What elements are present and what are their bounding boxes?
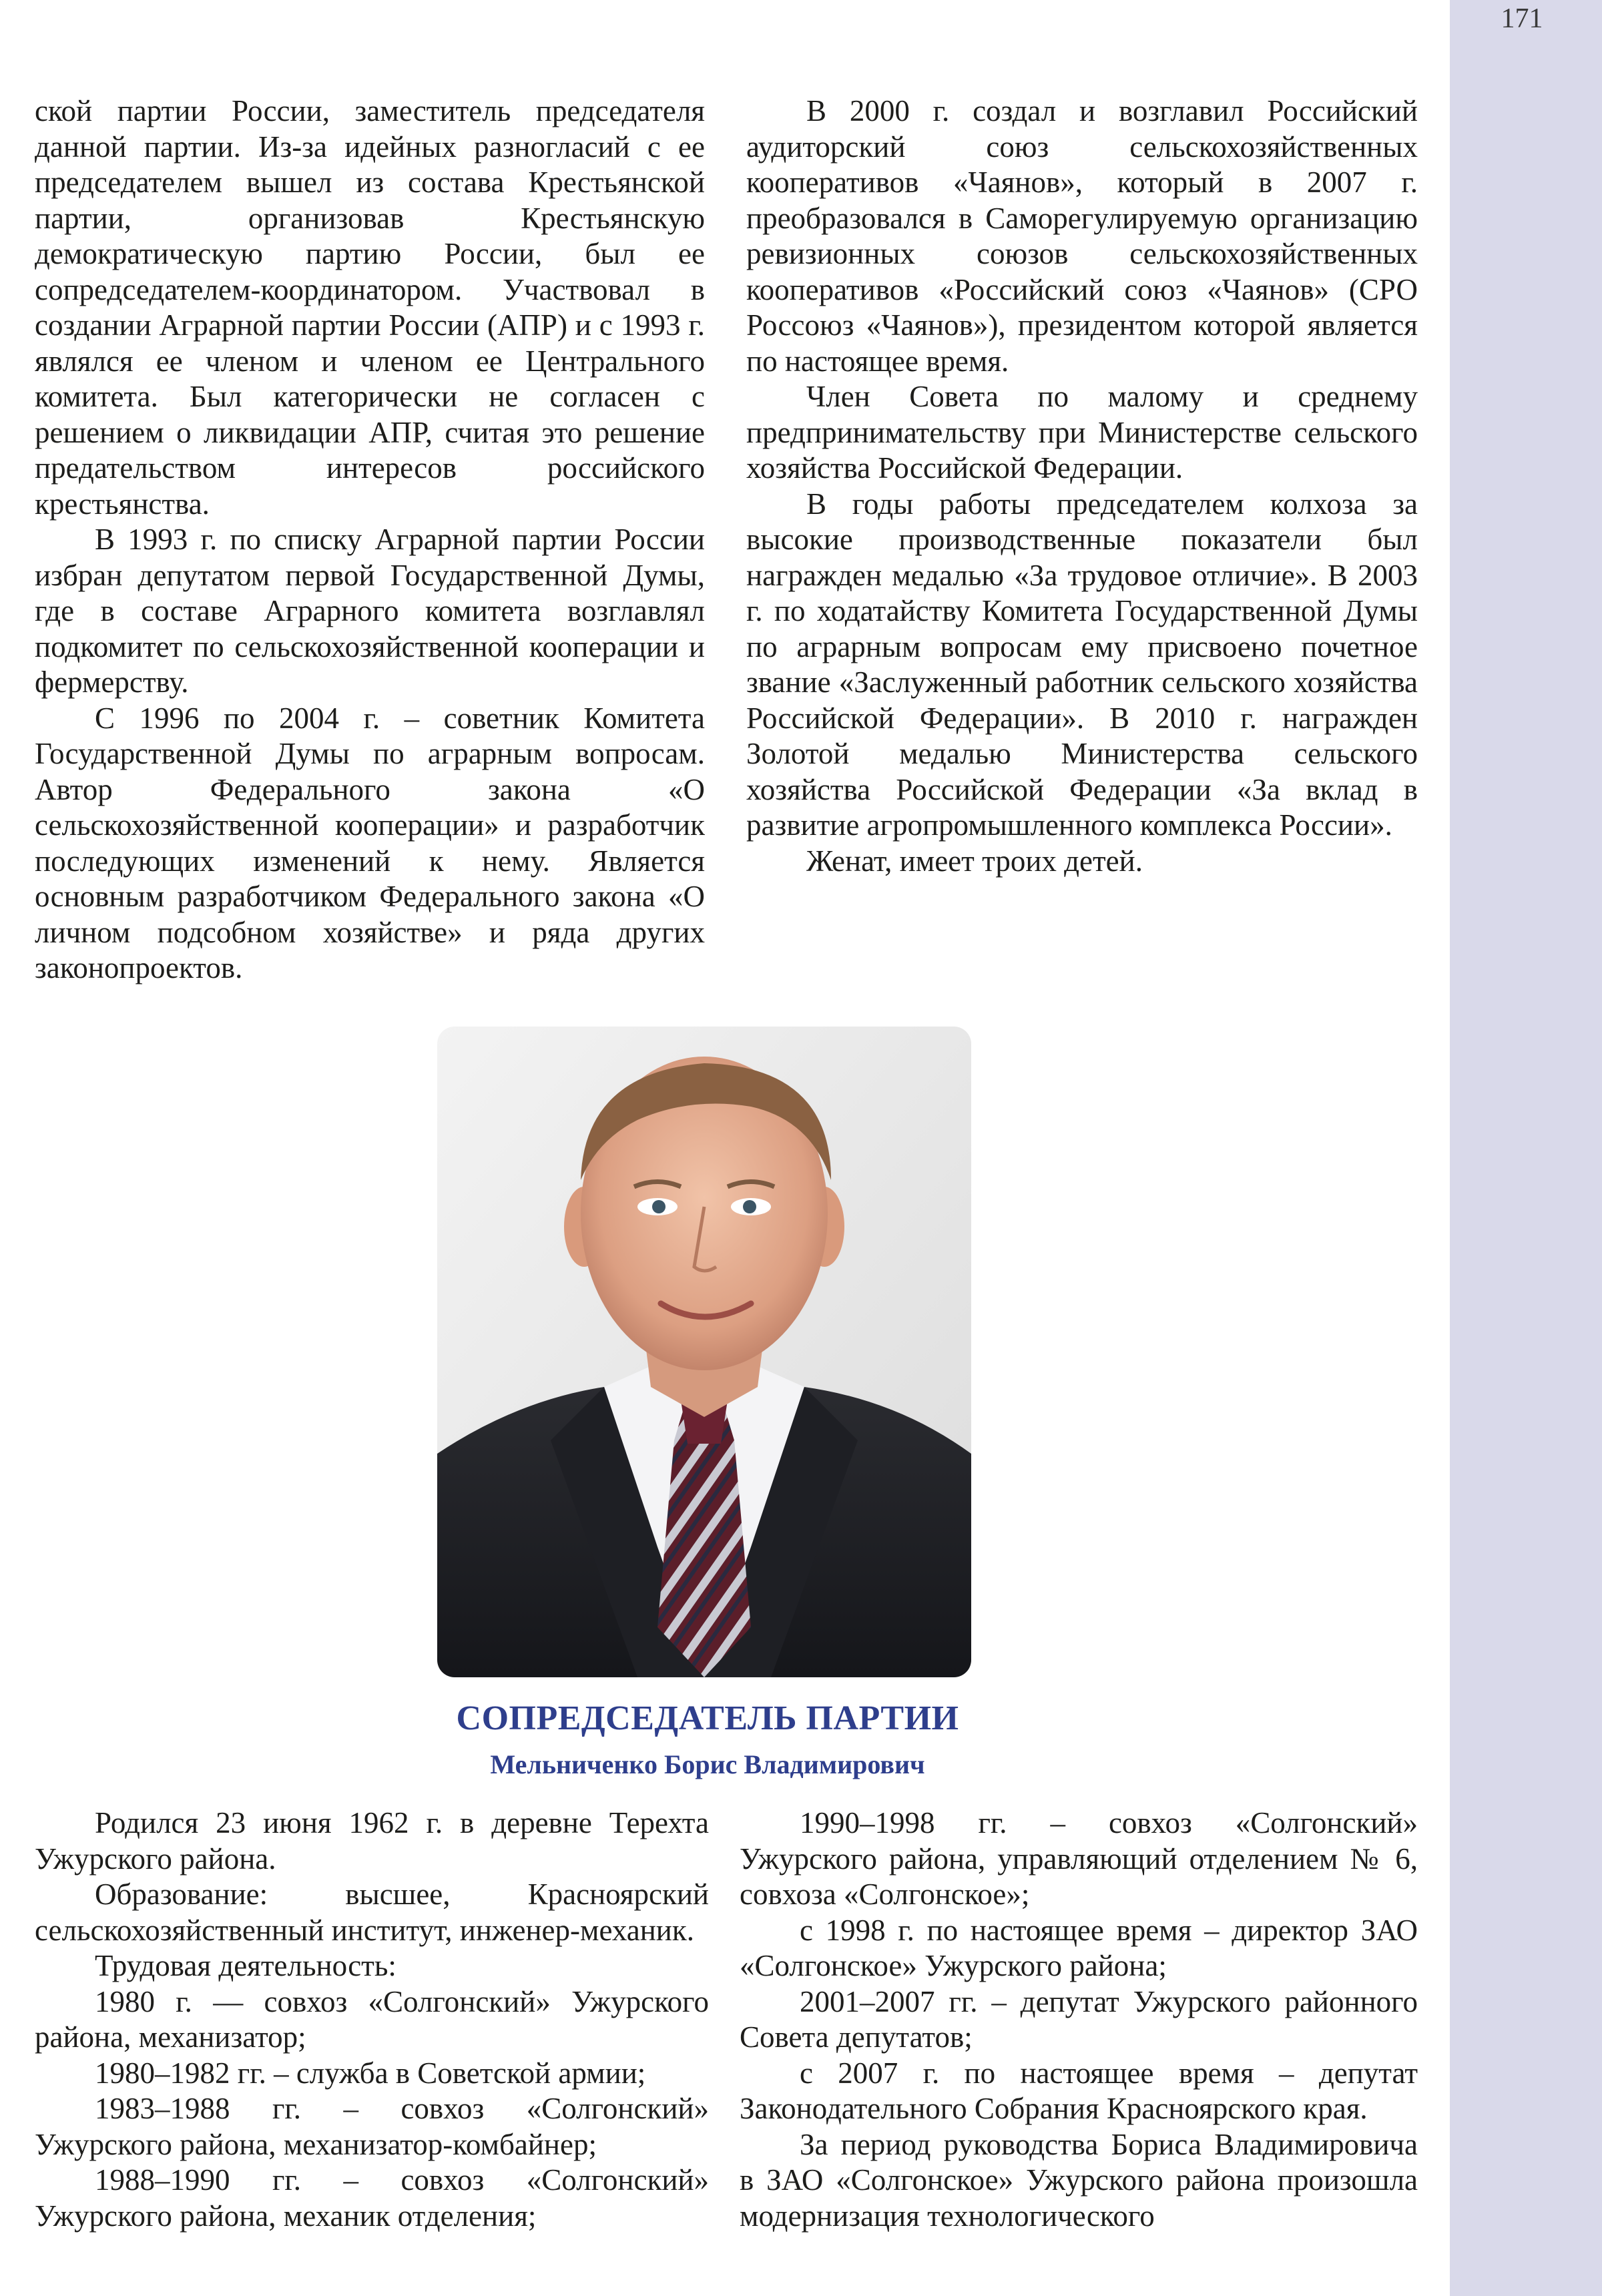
caption-title: СОПРЕДСЕДАТЕЛЬ ПАРТИИ — [456, 1699, 959, 1737]
text-column-bottom-left — [35, 1805, 709, 2234]
paragraph: с 1998 г. по настоящее время – директор ЗАО «Солгонское» Ужурского района; — [740, 1913, 1418, 1982]
paragraph: Трудовая деятельность: — [95, 1949, 396, 1982]
paragraph: С 1996 по 2004 г. – советник Комитета Государственной Думы по аграрным вопросам. Автор Федерального закона «О сельскохозяйственной кооперации» и разработчик последующих изменений к нему. Является основным разработчиком Федерального закона «О личном подсобном хозяйстве» и ряда других законопроектов. — [35, 701, 705, 984]
paragraph: 1990–1998 гг. – совхоз «Солгонский» Ужурского района, управляющий отделением № 6, совхоза «Солгонское»; — [740, 1806, 1418, 1911]
text-column-bottom-right — [740, 1805, 1418, 2234]
paragraph: Родился 23 июня 1962 г. в деревне Терехта Ужурского района. — [35, 1806, 709, 1876]
paragraph: 1980–1982 гг. – служба в Советской армии; — [95, 2056, 646, 2090]
paragraph: 2001–2007 гг. – депутат Ужурского районного Совета депутатов; — [740, 1984, 1418, 2054]
paragraph: В годы работы председателем колхоза за высокие производственные показатели был награжден медалью «За трудовое отличие». В 2003 г. по ходатайству Комитета Государственной Думы по аграрным вопросам ему присвоено почетное звание «Заслуженный работник сельского хозяйства Российской Федерации». В 2010 г. награжден Золотой медалью Министерства сельского хозяйства Российской Федерации «За вклад в развитие агропромышленного комплекса России». — [746, 487, 1418, 842]
paragraph: Женат, имеет троих детей. — [806, 844, 1143, 878]
paragraph: В 1993 г. по списку Аграрной партии России избран депутатом первой Государственной Думы, где в составе Аграрного комитета возглавлял подкомитет по сельскохозяйственной кооперации и фермерству. — [35, 523, 705, 699]
caption-person-name: Мельниченко Борис Владимирович — [490, 1749, 925, 1779]
paragraph: Образование: высшее, Красноярский сельскохозяйственный институт, инженер-механик. — [35, 1878, 709, 1947]
page-side-band — [1450, 0, 1602, 2296]
paragraph: Член Совета по малому и среднему предпринимательству при Министерстве сельского хозяйства Российской Федерации. — [746, 380, 1418, 485]
text-column-top-right — [746, 93, 1418, 879]
paragraph: За период руководства Бориса Владимировича в ЗАО «Солгонское» Ужурского района произошла модернизация технологического — [740, 2127, 1418, 2233]
paragraph: 1983–1988 гг. – совхоз «Солгонский» Ужурского района, механизатор-комбайнер; — [35, 2092, 709, 2161]
page-number: 171 — [1501, 3, 1543, 34]
paragraph: с 2007 г. по настоящее время – депутат Законодательного Собрания Красноярского края. — [740, 2056, 1418, 2125]
paragraph: 1988–1990 гг. – совхоз «Солгонский» Ужурского района, механик отделения; — [35, 2163, 709, 2233]
text-column-top-left — [35, 93, 705, 986]
portrait-photo — [437, 1027, 971, 1677]
paragraph: 1980 г. — совхоз «Солгонский» Ужурского района, механизатор; — [35, 1984, 709, 2054]
paragraph: ской партии России, заместитель председателя данной партии. Из-за идейных разногласий с ее председателем вышел из состава Крестьянской партии, организовав Крестьянскую демократическую партию России, был ее сопредседателем-координатором. Участвовал в создании Аграрной партии России (АПР) и с 1993 г. являлся ее членом и членом ее Центрального комитета. Был категорически не согласен с решением о ликвидации АПР, считая это решение предательством интересов российского крестьянства. — [35, 94, 705, 521]
paragraph: В 2000 г. создал и возглавил Российский аудиторский союз сельскохозяйственных кооперативов «Чаянов», который в 2007 г. преобразовался в Саморегулируемую организацию ревизионных союзов сельскохозяйственных кооперативов «Российский союз «Чаянов» (СРО Россоюз «Чаянов»), президентом которой является по настоящее время. — [746, 94, 1418, 378]
